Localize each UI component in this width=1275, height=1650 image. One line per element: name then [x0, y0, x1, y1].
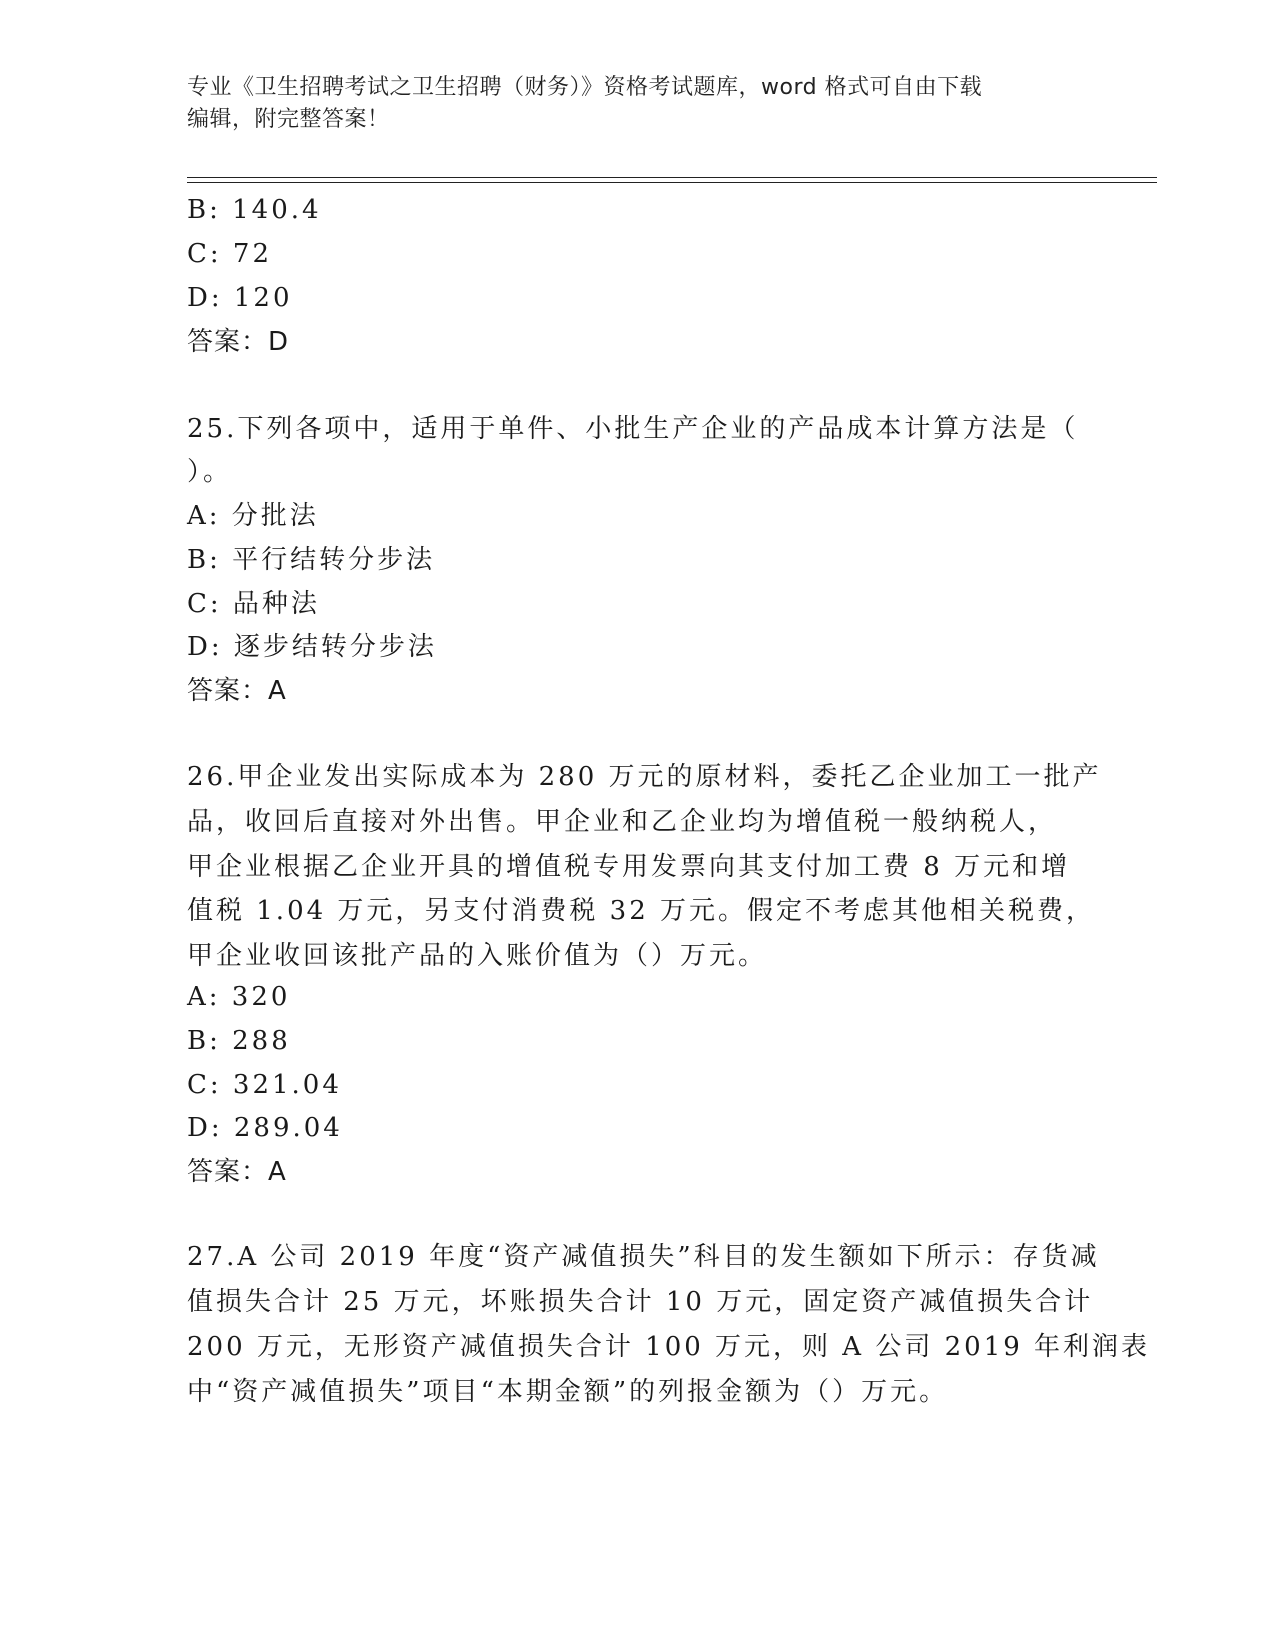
- q25-option-d: D: 逐步结转分步法: [187, 632, 437, 662]
- q26-stem-line-5: 甲企业收回该批产品的入账价值为（）万元。: [187, 941, 768, 971]
- q26-stem-line-1: 26.甲企业发出实际成本为 280 万元的原材料，委托乙企业加工一批产: [187, 762, 1102, 792]
- q27-stem-line-2: 值损失合计 25 万元，坏账损失合计 10 万元，固定资产减值损失合计: [187, 1287, 1094, 1317]
- q25-stem-line-1: 25.下列各项中，适用于单件、小批生产企业的产品成本计算方法是（: [187, 414, 1079, 444]
- header-rule-bottom: [187, 182, 1157, 183]
- q26-stem-line-4: 值税 1.04 万元，另支付消费税 32 万元。假定不考虑其他相关税费，: [187, 896, 1096, 926]
- q26-stem-line-3: 甲企业根据乙企业开具的增值税专用发票向其支付加工费 8 万元和增: [187, 852, 1071, 882]
- q26-answer: 答案：A: [187, 1157, 287, 1187]
- q25-option-a: A: 分批法: [187, 501, 319, 531]
- q24-option-d: D: 120: [187, 283, 293, 313]
- q24-answer: 答案：D: [187, 327, 290, 357]
- page-header: [187, 72, 1067, 136]
- q27-stem-line-3: 200 万元，无形资产减值损失合计 100 万元，则 A 公司 2019 年利润表: [187, 1332, 1151, 1362]
- q26-option-d: D: 289.04: [187, 1113, 343, 1143]
- q26-stem-line-2: 品，收回后直接对外出售。甲企业和乙企业均为增值税一般纳税人，: [187, 807, 1058, 837]
- header-line-2: 编辑，附完整答案！: [187, 107, 390, 132]
- q25-answer: 答案：A: [187, 676, 287, 706]
- q24-option-b: B: 140.4: [187, 195, 322, 225]
- q25-option-c: C: 品种法: [187, 589, 320, 619]
- q25-option-b: B: 平行结转分步法: [187, 545, 436, 575]
- q24-option-c: C: 72: [187, 239, 273, 269]
- q26-option-c: C: 321.04: [187, 1070, 342, 1100]
- q25-stem-line-2: ）。: [187, 457, 233, 487]
- q27-stem-line-1: 27.A 公司 2019 年度“资产减值损失”科目的发生额如下所示：存货减: [187, 1242, 1100, 1272]
- header-line-1: 专业《卫生招聘考试之卫生招聘（财务）》资格考试题库，word 格式可自由下载: [187, 75, 983, 100]
- q26-option-a: A: 320: [187, 982, 291, 1012]
- q26-option-b: B: 288: [187, 1026, 291, 1056]
- q27-stem-line-4: 中“资产减值损失”项目“本期金额”的列报金额为（）万元。: [187, 1377, 949, 1407]
- header-rule-top: [187, 177, 1157, 178]
